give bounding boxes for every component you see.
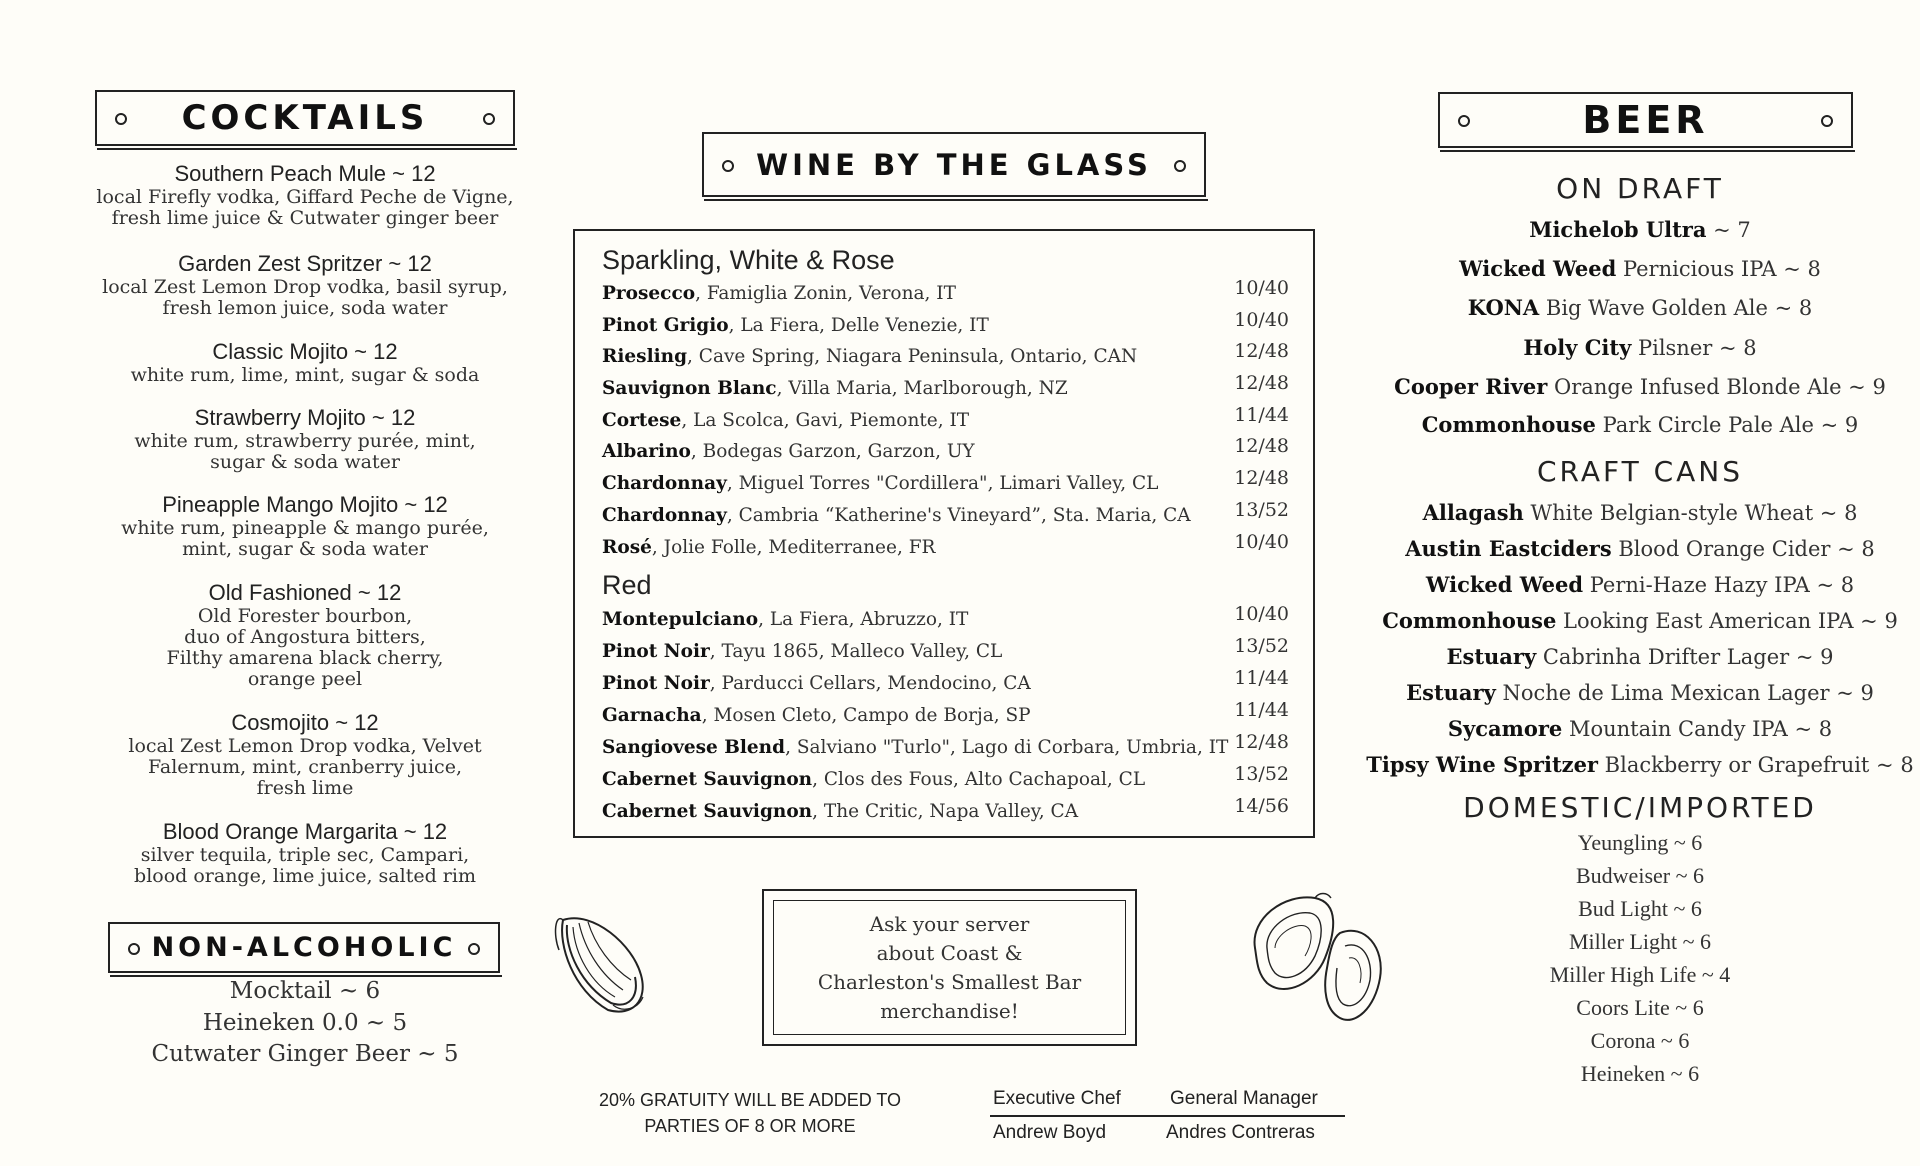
- merch-note-box: [762, 889, 1137, 1046]
- cocktail-name: Pineapple Mango Mojito ~ 12: [162, 492, 448, 517]
- cocktail-item: [80, 339, 530, 386]
- cocktail-description: local Zest Lemon Drop vodka, Velvet Falernum, mint, cranberry juice, fresh lime: [128, 735, 482, 799]
- beer-item: [1360, 680, 1920, 705]
- chef-name: Andrew Boyd: [993, 1122, 1107, 1143]
- wine-row: [602, 404, 1289, 440]
- wine-detail: , Miguel Torres "Cordillera", Limari Valley, CL: [726, 473, 1159, 494]
- cocktail-name: Old Fashioned ~ 12: [208, 580, 402, 605]
- cocktail-name: Garden Zest Spritzer ~ 12: [178, 251, 432, 276]
- beer-style: Looking East American IPA ~ 9: [1556, 609, 1898, 633]
- wine-grape: Garnacha: [602, 705, 702, 726]
- wine-price: 14/56: [1234, 795, 1289, 817]
- beer-item: [1360, 716, 1920, 741]
- beer-brand: Sycamore: [1447, 716, 1563, 741]
- wine-detail: , Parducci Cellars, Mendocino, CA: [709, 673, 1031, 694]
- beer-style: White Belgian-style Wheat ~ 8: [1523, 501, 1858, 525]
- cocktail-name: Cosmojito ~ 12: [231, 710, 379, 735]
- ornament-dot-icon: [128, 943, 140, 955]
- list-item: Heineken 0.0 ~ 5: [202, 1009, 408, 1036]
- beer-style: Big Wave Golden Ale ~ 8: [1539, 296, 1813, 320]
- wine-grape: Montepulciano: [602, 609, 759, 630]
- cocktails-banner: [95, 90, 515, 146]
- wine-row: [602, 763, 1289, 799]
- cocktail-description: silver tequila, triple sec, Campari, blood orange, lime juice, salted rim: [134, 844, 476, 887]
- wine-grape: Cabernet Sauvignon: [602, 801, 813, 822]
- domestic-item: Budweiser ~ 6: [1576, 863, 1704, 888]
- wine-price: 10/40: [1234, 603, 1289, 625]
- beer-brand: KONA: [1467, 295, 1540, 320]
- wine-row: [602, 340, 1289, 376]
- wine-detail: , La Fiera, Delle Venezie, IT: [728, 315, 989, 336]
- non-alcoholic-banner: [108, 922, 500, 973]
- wine-grape: Pinot Grigio: [602, 315, 729, 336]
- beer-style: Pilsner ~ 8: [1631, 336, 1757, 360]
- domestic-item: Miller High Life ~ 4: [1549, 962, 1731, 987]
- wine-price: 11/44: [1234, 699, 1289, 721]
- beer-item: [1360, 295, 1920, 320]
- wine-row: [602, 499, 1289, 535]
- oyster-illustration-icon: [1245, 888, 1390, 1033]
- beer-brand: Estuary: [1446, 644, 1537, 669]
- beer-style: Park Circle Pale Ale ~ 9: [1595, 413, 1859, 437]
- wine-grape: Riesling: [602, 346, 688, 367]
- wine-price: 12/48: [1234, 731, 1289, 753]
- beer-title: BEER: [1582, 98, 1709, 142]
- wine-row: [602, 467, 1289, 503]
- beer-item: [1360, 752, 1920, 777]
- wine-grape: Pinot Noir: [602, 641, 710, 662]
- beer-style: Cabrinha Drifter Lager ~ 9: [1536, 645, 1834, 669]
- wine-price: 10/40: [1234, 309, 1289, 331]
- wine-detail: , Bodegas Garzon, Garzon, UY: [690, 441, 975, 462]
- wine-grape: Rosé: [602, 537, 652, 558]
- wine-price: 13/52: [1234, 499, 1289, 521]
- cocktail-description: local Zest Lemon Drop vodka, basil syrup, fresh lemon juice, soda water: [102, 276, 508, 319]
- cocktail-item: [80, 161, 530, 229]
- wine-grape: Chardonnay: [602, 505, 727, 526]
- non-alcoholic-list: [80, 976, 530, 1071]
- beer-item: [1360, 572, 1920, 597]
- cocktail-name: Strawberry Mojito ~ 12: [194, 405, 416, 430]
- cocktail-description: white rum, pineapple & mango purée, mint, sugar & soda water: [121, 517, 489, 560]
- cocktail-description: white rum, lime, mint, sugar & soda: [130, 364, 480, 386]
- wine-detail: , Cambria “Katherine's Vineyard”, Sta. Maria, CA: [726, 505, 1191, 526]
- cocktail-name: Southern Peach Mule ~ 12: [174, 161, 436, 186]
- beer-item: [1360, 500, 1920, 525]
- cocktail-description: local Firefly vodka, Giffard Peche de Vigne, fresh lime juice & Cutwater ginger beer: [96, 186, 514, 229]
- wine-list-box: [573, 229, 1315, 838]
- ornament-dot-icon: [468, 943, 480, 955]
- beer-style: Perni-Haze Hazy IPA ~ 8: [1583, 573, 1855, 597]
- wine-price: 10/40: [1234, 277, 1289, 299]
- wine-row: [602, 603, 1289, 639]
- wine-detail: , Jolie Folle, Mediterranee, FR: [651, 537, 936, 558]
- wine-grape: Pinot Noir: [602, 673, 710, 694]
- wine-detail: , La Scolca, Gavi, Piemonte, IT: [681, 410, 970, 431]
- gm-name: Andres Contreras: [1166, 1122, 1315, 1143]
- beer-brand: Allagash: [1422, 500, 1524, 525]
- wine-title: WINE BY THE GLASS: [756, 147, 1152, 182]
- wine-grape: Cabernet Sauvignon: [602, 769, 813, 790]
- gratuity-notice: 20% GRATUITY WILL BE ADDED TO PARTIES OF 8 OR MORE: [598, 1090, 902, 1136]
- list-item: Cutwater Ginger Beer ~ 5: [151, 1041, 459, 1067]
- cocktail-name: Classic Mojito ~ 12: [212, 339, 398, 364]
- wine-grape: Prosecco: [602, 283, 696, 304]
- staff-divider: [990, 1115, 1345, 1117]
- domestic-item: Corona ~ 6: [1590, 1028, 1690, 1053]
- wine-detail: , Villa Maria, Marlborough, NZ: [776, 378, 1068, 399]
- beer-brand: Wicked Weed: [1425, 572, 1584, 597]
- wine-price: 12/48: [1234, 435, 1289, 457]
- list-item: Mocktail ~ 6: [229, 978, 381, 1004]
- cocktail-item: [80, 710, 530, 799]
- wine-price: 12/48: [1234, 467, 1289, 489]
- mussel-illustration-icon: [553, 905, 663, 1020]
- wine-detail: , Famiglia Zonin, Verona, IT: [695, 283, 956, 304]
- wine-grape: Sangiovese Blend: [602, 737, 786, 758]
- wine-detail: , The Critic, Napa Valley, CA: [812, 801, 1079, 822]
- beer-item: [1360, 217, 1920, 242]
- on-draft-title: ON DRAFT: [1556, 172, 1724, 205]
- cocktail-item: [80, 580, 530, 690]
- cocktail-name: Blood Orange Margarita ~ 12: [162, 819, 448, 844]
- cocktail-item: [80, 405, 530, 473]
- beer-style: Pernicious IPA ~ 8: [1616, 257, 1821, 281]
- domestic-item: Yeungling ~ 6: [1577, 830, 1703, 855]
- wine-row: [602, 277, 1289, 313]
- beer-style: Noche de Lima Mexican Lager ~ 9: [1495, 681, 1874, 705]
- wine-row: [602, 731, 1289, 767]
- ornament-dot-icon: [483, 113, 495, 125]
- wine-detail: , Mosen Cleto, Campo de Borja, SP: [701, 705, 1031, 726]
- wine-price: 12/48: [1234, 340, 1289, 362]
- wine-row: [602, 435, 1289, 471]
- wine-grape: Albarino: [602, 441, 691, 462]
- beer-brand: Michelob Ultra: [1529, 217, 1707, 242]
- wine-detail: , La Fiera, Abruzzo, IT: [758, 609, 969, 630]
- domestic-imported-title: DOMESTIC/IMPORTED: [1463, 791, 1817, 824]
- wine-row: [602, 372, 1289, 408]
- beer-item: [1360, 644, 1920, 669]
- wine-row: [602, 531, 1289, 567]
- chef-title: Executive Chef: [993, 1088, 1121, 1109]
- wine-detail: , Clos des Fous, Alto Cachapoal, CL: [812, 769, 1146, 790]
- beer-brand: Wicked Weed: [1459, 256, 1617, 281]
- wine-section-title: Sparkling, White & Rose: [602, 245, 895, 275]
- beer-brand: Austin Eastciders: [1405, 536, 1612, 561]
- beer-brand: Estuary: [1406, 680, 1496, 705]
- wine-row: [602, 795, 1289, 831]
- beer-banner: [1438, 92, 1853, 148]
- wine-grape: Cortese: [602, 410, 682, 431]
- beer-style: Blood Orange Cider ~ 8: [1611, 537, 1875, 561]
- ornament-dot-icon: [1458, 115, 1470, 127]
- wine-row: [602, 667, 1289, 703]
- ornament-dot-icon: [722, 160, 734, 172]
- beer-brand: Tipsy Wine Spritzer: [1366, 752, 1598, 777]
- wine-detail: , Cave Spring, Niagara Peninsula, Ontario, CAN: [687, 346, 1138, 367]
- wine-price: 12/48: [1234, 372, 1289, 394]
- cocktail-item: [80, 819, 530, 887]
- beer-item: [1360, 374, 1920, 399]
- wine-price: 11/44: [1234, 404, 1289, 426]
- beer-item: [1360, 335, 1920, 360]
- ornament-dot-icon: [115, 113, 127, 125]
- non-alcoholic-title: NON-ALCOHOLIC: [151, 932, 457, 963]
- beer-style: ~ 7: [1706, 218, 1751, 242]
- cocktail-description: Old Forester bourbon, duo of Angostura bitters, Filthy amarena black cherry, orange peel: [166, 605, 444, 690]
- wine-row: [602, 635, 1289, 671]
- wine-price: 13/52: [1234, 635, 1289, 657]
- gm-title: General Manager: [1170, 1088, 1318, 1109]
- wine-grape: Chardonnay: [602, 473, 727, 494]
- beer-brand: Cooper River: [1394, 374, 1548, 399]
- beer-item: [1360, 256, 1920, 281]
- merch-note: Ask your server about Coast & Charleston's Smallest Bar merchandise!: [773, 900, 1126, 1035]
- ornament-dot-icon: [1821, 115, 1833, 127]
- beer-brand: Commonhouse: [1382, 608, 1557, 633]
- wine-row: [602, 309, 1289, 345]
- beer-item: [1360, 412, 1920, 437]
- cocktail-description: white rum, strawberry purée, mint, sugar & soda water: [134, 430, 476, 473]
- domestic-item: Heineken ~ 6: [1580, 1061, 1700, 1086]
- wine-section-title: Red: [602, 570, 652, 600]
- beer-brand: Commonhouse: [1421, 412, 1596, 437]
- beer-brand: Holy City: [1523, 335, 1632, 360]
- cocktails-title: COCKTAILS: [181, 98, 429, 138]
- wine-banner: [702, 132, 1206, 197]
- wine-row: [602, 699, 1289, 735]
- beer-item: [1360, 536, 1920, 561]
- craft-cans-title: CRAFT CANS: [1536, 455, 1744, 488]
- domestic-item: Bud Light ~ 6: [1578, 896, 1702, 921]
- beer-item: [1360, 608, 1920, 633]
- wine-detail: , Tayu 1865, Malleco Valley, CL: [709, 641, 1003, 662]
- domestic-item: Coors Lite ~ 6: [1576, 995, 1704, 1020]
- cocktail-item: [80, 251, 530, 319]
- wine-detail: , Salviano "Turlo", Lago di Corbara, Umbria, IT: [785, 737, 1229, 758]
- beer-style: Blackberry or Grapefruit ~ 8: [1598, 753, 1914, 777]
- wine-price: 13/52: [1234, 763, 1289, 785]
- domestic-item: Miller Light ~ 6: [1568, 929, 1712, 954]
- cocktail-item: [80, 492, 530, 560]
- wine-grape: Sauvignon Blanc: [602, 378, 777, 399]
- beer-style: Orange Infused Blonde Ale ~ 9: [1547, 375, 1886, 399]
- wine-price: 11/44: [1234, 667, 1289, 689]
- ornament-dot-icon: [1174, 160, 1186, 172]
- beer-style: Mountain Candy IPA ~ 8: [1562, 717, 1833, 741]
- wine-price: 10/40: [1234, 531, 1289, 553]
